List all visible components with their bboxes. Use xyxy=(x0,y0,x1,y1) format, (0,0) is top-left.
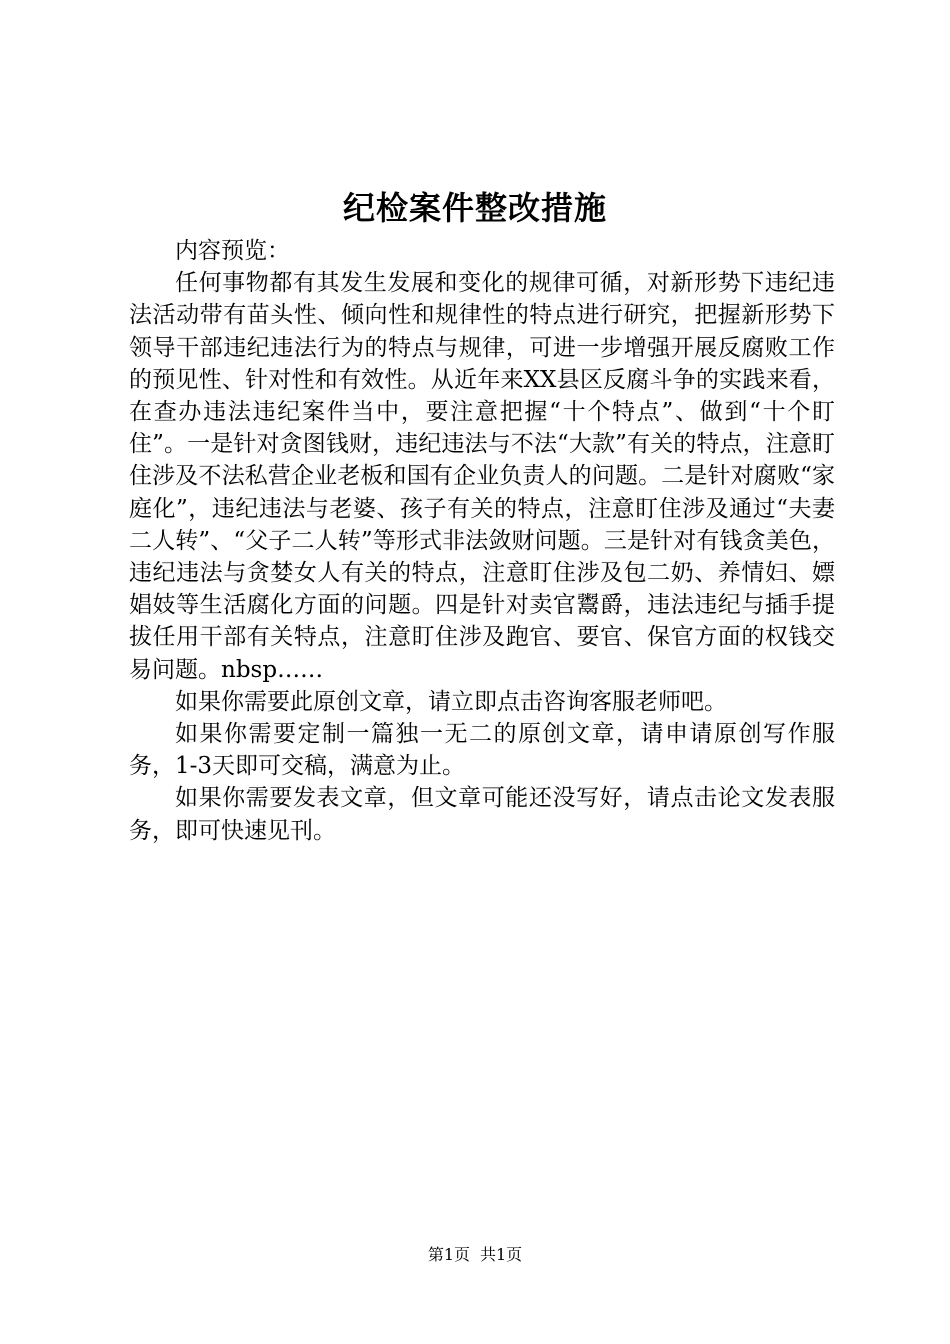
page-footer xyxy=(0,1244,950,1266)
document-title: 纪检案件整改措施 xyxy=(342,189,607,227)
publish-paragraph: 如果你需要发表文章，但文章可能还没写好，请点击论文发表服务，即可快速见刊。 xyxy=(129,785,835,844)
document-body xyxy=(129,235,835,847)
consult-paragraph: 如果你需要此原创文章，请立即点击咨询客服老师吧。 xyxy=(175,688,727,715)
page-number-total: 共1页 xyxy=(480,1245,523,1264)
page-number-current: 第1页 xyxy=(427,1245,470,1264)
preview-label: 内容预览： xyxy=(175,238,290,264)
custom-writing-paragraph: 如果你需要定制一篇独一无二的原创文章，请申请原创写作服务，1-3天即可交稿，满意为止。 xyxy=(129,721,835,780)
preview-paragraph: 任何事物都有其发生发展和变化的规律可循，对新形势下违纪违法活动带有苗头性、倾向性和规律性的特点进行研究，把握新形势下领导干部违纪违法行为的特点与规律，可进一步增强开展反腐败工作的预见性、针对性和有效性。从近年来XX县区反腐斗争的实践来看，在查办违法违纪案件当中，要注意把握“十个特点”、做到“十个盯住”。一是针对贪图钱财，违纪违法与不法“大款”有关的特点，注意盯住涉及不法私营企业老板和国有企业负责人的问题。二是针对腐败“家庭化”，违纪违法与老婆、孩子有关的特点，注意盯住涉及通过“夫妻二人转”、“父子二人转”等形式非法敛财问题。三是针对有钱贪美色，违纪违法与贪婪女人有关的特点，注意盯住涉及包二奶、养情妇、嫖娼妓等生活腐化方面的问题。四是针对卖官鬻爵，违法违纪与插手提拔任用干部有关特点，注意盯住涉及跑官、要官、保官方面的权钱交易问题。nbsp…… xyxy=(129,270,835,683)
